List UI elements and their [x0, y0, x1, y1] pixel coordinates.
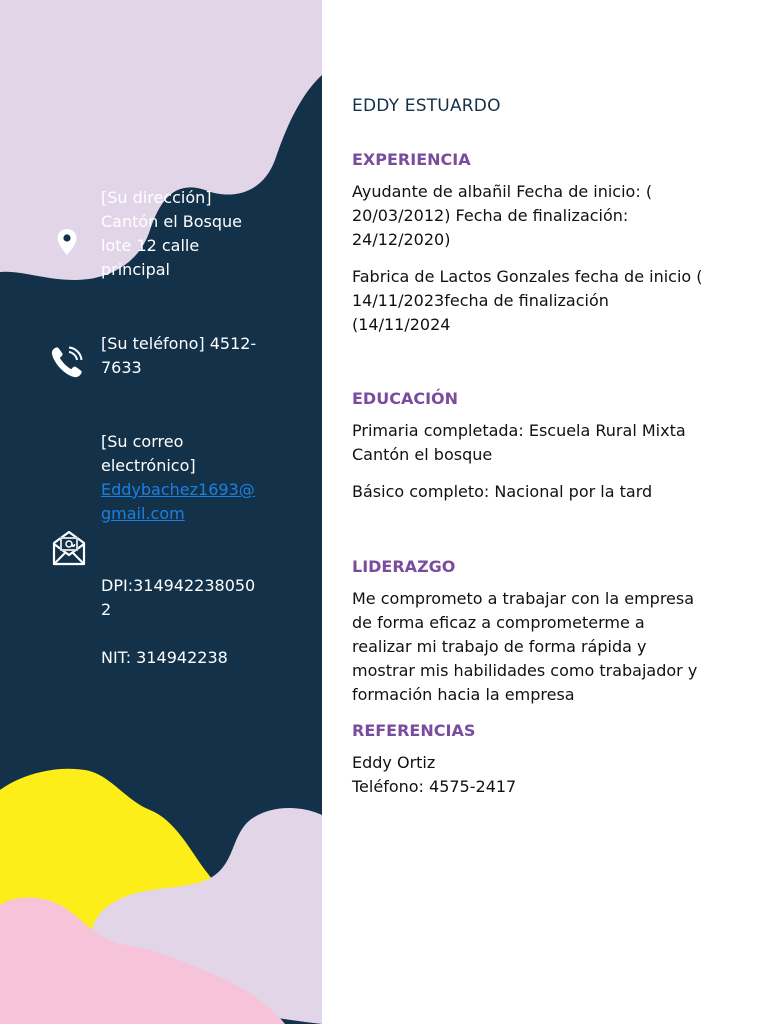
address-text: [Su dirección] Cantón el Bosque lote 12 calle principal — [101, 188, 243, 279]
envelope-icon — [52, 530, 86, 566]
location-pin-icon — [56, 228, 78, 256]
nit-text: NIT: 314942238 — [101, 648, 228, 667]
experience-item-2: Fabrica de Lactos Gonzales fecha de inicio ( 14/11/2023fecha de finalización (14/11/2024 — [352, 267, 703, 334]
phone-icon — [50, 345, 84, 379]
references-text: Eddy Ortiz Teléfono: 4575-2417 — [352, 753, 517, 796]
experience-item-1: Ayudante de albañil Fecha de inicio: ( 20/03/2012) Fecha de finalización: 24/12/2020) — [352, 182, 653, 249]
email-link-wrapper — [101, 478, 255, 526]
email-link[interactable]: Eddybachez1693@ gmail.com — [101, 480, 255, 523]
education-heading: EDUCACIÓN — [352, 389, 459, 408]
email-label: [Su correo electrónico] — [101, 432, 196, 475]
education-item-2: Básico completo: Nacional por la tard — [352, 482, 653, 501]
leadership-text: Me comprometo a trabajar con la empresa de forma eficaz a comprometerme a realizar mi trabajo de forma rápida y mostrar mis habilidades como trabajador y formación hacia la empresa — [352, 589, 698, 704]
dpi-text: DPI:314942238050 2 — [101, 576, 256, 619]
leadership-heading: LIDERAZGO — [352, 557, 456, 576]
phone-text: [Su teléfono] 4512- 7633 — [101, 334, 257, 377]
references-heading: REFERENCIAS — [352, 721, 476, 740]
education-item-1: Primaria completada: Escuela Rural Mixta Cantón el bosque — [352, 421, 686, 464]
sidebar — [0, 0, 322, 1024]
candidate-name: EDDY ESTUARDO — [352, 96, 501, 116]
experience-heading: EXPERIENCIA — [352, 150, 471, 169]
